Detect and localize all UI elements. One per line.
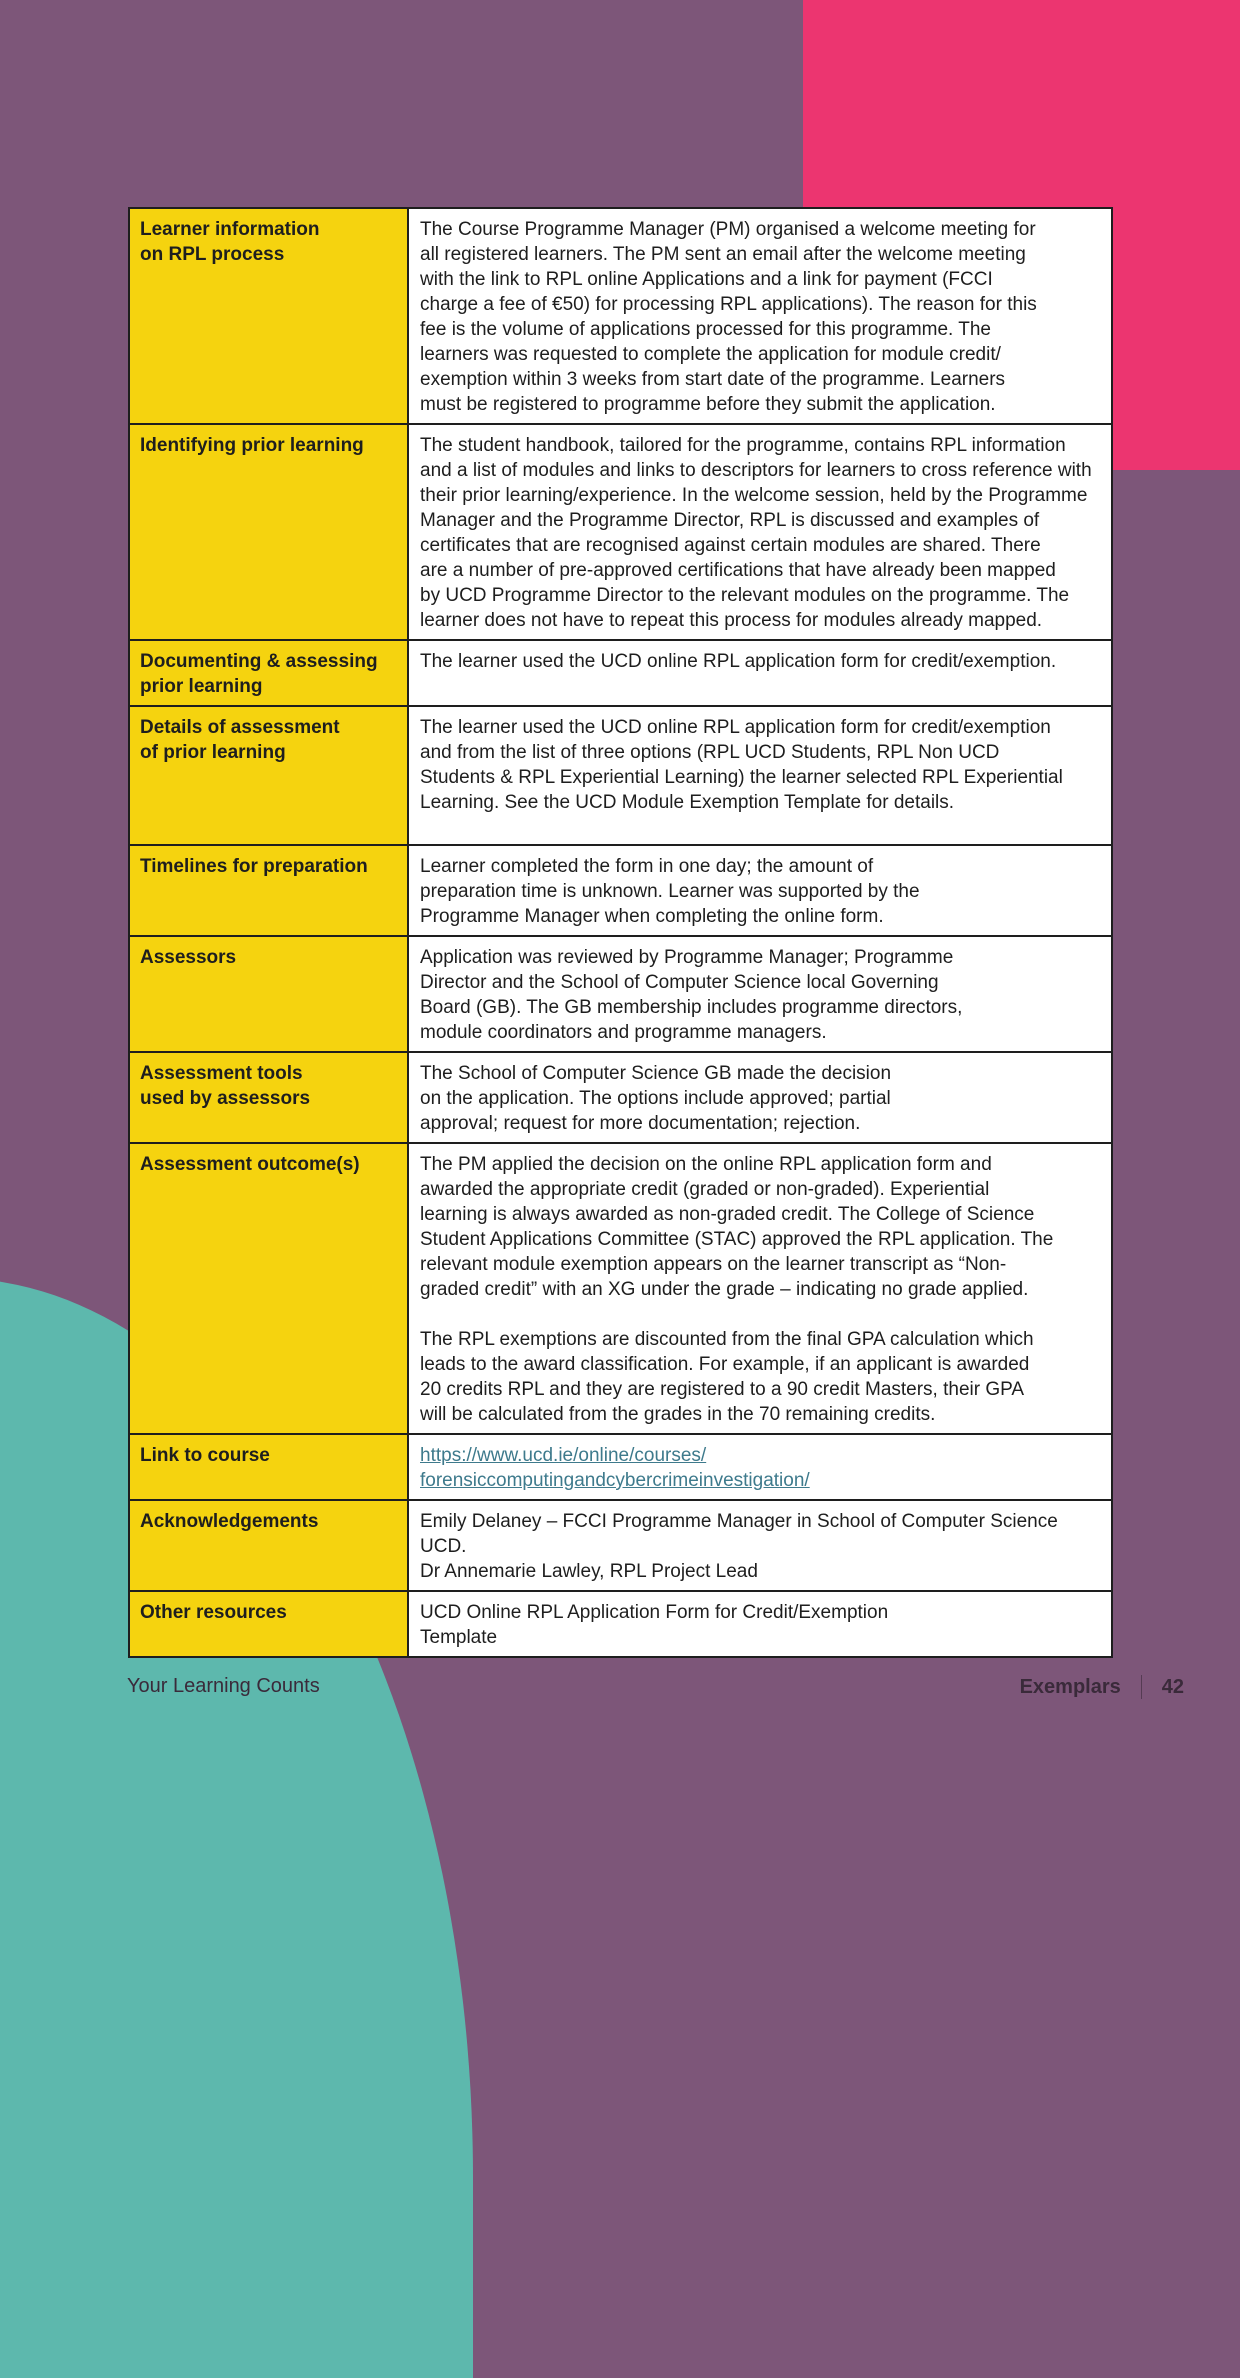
row-content-cell — [408, 1500, 1112, 1591]
footer-divider — [1141, 1675, 1142, 1699]
table-row — [129, 706, 1112, 845]
row-label-cell — [129, 1143, 408, 1434]
row-content-cell — [408, 208, 1112, 424]
footer-page-info — [1020, 1675, 1184, 1699]
row-content-cell — [408, 1434, 1112, 1500]
row-content: Application was reviewed by Programme Manager; Programme Director and the School of Computer Science local Governing Board (GB). The GB membership includes programme directors, module coordinators and programme managers. — [420, 947, 963, 1043]
row-content: The Course Programme Manager (PM) organised a welcome meeting for all registered learners. The PM sent an email after the welcome meeting with the link to RPL online Applications and a link for payment (FCCI charge a fee of €50) for processing RPL applications). The reason for this fee is the volume of applications processed for this programme. The learners was requested to complete the application for module credit/ exemption within 3 weeks from start date of the programme. Learners must be registered to programme before they submit the application. — [420, 219, 1037, 415]
table-row — [129, 1434, 1112, 1500]
row-label-cell — [129, 640, 408, 706]
table-row — [129, 1591, 1112, 1657]
table-row — [129, 845, 1112, 936]
row-content: Emily Delaney – FCCI Programme Manager in School of Computer Science UCD. Dr Annemarie Lawley, RPL Project Lead — [420, 1511, 1058, 1582]
row-content-cell — [408, 845, 1112, 936]
row-label: Assessment tools used by assessors — [140, 1063, 311, 1109]
row-label-cell — [129, 1052, 408, 1143]
row-content-paragraph: The PM applied the decision on the online RPL application form and awarded the appropriate credit (graded or non-graded). Experiential learning is always awarded as non-graded credit. The College of Science Student Applications Committee (STAC) approved the RPL application. The relevant module exemption appears on the learner transcript as “Non- graded credit” with an XG under the grade – indicating no grade applied. — [420, 1154, 1054, 1300]
row-label: Other resources — [140, 1602, 287, 1623]
row-content: The learner used the UCD online RPL application form for credit/exemption. — [420, 651, 1057, 672]
row-content-cell — [408, 1591, 1112, 1657]
row-content-cell — [408, 1052, 1112, 1143]
row-label-cell — [129, 424, 408, 640]
row-label: Learner information on RPL process — [140, 219, 320, 265]
row-label: Acknowledgements — [140, 1511, 319, 1532]
row-content: Learner completed the form in one day; the amount of preparation time is unknown. Learner was supported by the Programme Manager when completing the online form. — [420, 856, 920, 927]
row-label: Timelines for preparation — [140, 856, 368, 877]
rpl-exemplar-table — [128, 207, 1113, 1658]
row-label: Identifying prior learning — [140, 435, 364, 456]
table-row — [129, 1052, 1112, 1143]
row-label: Assessors — [140, 947, 237, 968]
footer-section-name: Exemplars — [1019, 1675, 1121, 1698]
row-content: The learner used the UCD online RPL application form for credit/exemption and from the list of three options (RPL UCD Students, RPL Non UCD Students & RPL Experiential Learning) the learner selected RPL Experiential Learning. See the UCD Module Exemption Template for details. — [420, 717, 1063, 813]
row-label-cell — [129, 706, 408, 845]
row-content: The student handbook, tailored for the programme, contains RPL information and a list of modules and links to descriptors for learners to cross reference with their prior learning/experience. In the welcome session, held by the Programme Manager and the Programme Director, RPL is discussed and examples of certificates that are recognised against certain modules are shared. There are a number of pre-approved certifications that have already been mapped by UCD Programme Director to the relevant modules on the programme. The learner does not have to repeat this process for modules already mapped. — [420, 435, 1092, 631]
page-number: 42 — [1161, 1675, 1184, 1698]
row-content-cell — [408, 640, 1112, 706]
row-label: Assessment outcome(s) — [140, 1154, 360, 1175]
table-row — [129, 424, 1112, 640]
row-label-cell — [129, 936, 408, 1052]
row-label: Documenting & assessing prior learning — [140, 651, 378, 697]
table-row — [129, 936, 1112, 1052]
row-label: Details of assessment of prior learning — [140, 717, 340, 763]
row-label-cell — [129, 845, 408, 936]
table-row — [129, 640, 1112, 706]
footer-publication-title: Your Learning Counts — [127, 1675, 320, 1697]
table-row — [129, 1500, 1112, 1591]
table-row — [129, 1143, 1112, 1434]
row-label-cell — [129, 208, 408, 424]
row-label-cell — [129, 1591, 408, 1657]
row-label-cell — [129, 1434, 408, 1500]
row-content-paragraph: The RPL exemptions are discounted from the final GPA calculation which leads to the award classification. For example, if an applicant is awarded 20 credits RPL and they are registered to a 90 credit Masters, their GPA will be calculated from the grades in the 70 remaining credits. — [420, 1329, 1034, 1425]
row-content-cell — [408, 706, 1112, 845]
course-link[interactable]: https://www.ucd.ie/online/courses/ forensiccomputingandcybercrimeinvestigation/ — [420, 1445, 810, 1491]
table-row — [129, 208, 1112, 424]
row-label-cell — [129, 1500, 408, 1591]
row-label: Link to course — [140, 1445, 270, 1466]
row-content: The School of Computer Science GB made the decision on the application. The options include approved; partial approval; request for more documentation; rejection. — [420, 1063, 892, 1134]
row-content-cell — [408, 1143, 1112, 1434]
row-content-cell — [408, 936, 1112, 1052]
row-content: UCD Online RPL Application Form for Credit/Exemption Template — [420, 1602, 889, 1648]
row-content-cell — [408, 424, 1112, 640]
